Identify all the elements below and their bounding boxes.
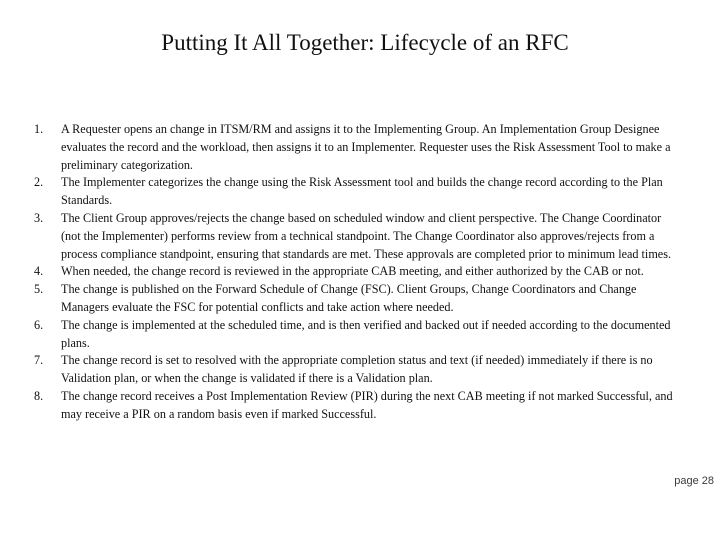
step-text: A Requester opens an change in ITSM/RM and assigns it to the Implementing Group. An Implementation Group Designee evaluates the record and the workload, then assigns it to an Implementer. Requester uses the Risk Assessment Tool to make a preliminary categorization.: [61, 122, 671, 172]
step-item: [34, 388, 674, 424]
step-item: [34, 281, 674, 317]
step-number: 8.: [34, 388, 44, 403]
step-text: The change record is set to resolved with the appropriate completion status and text (if needed) immediately if there is no Validation plan, or when the change is validated if there is a Validation plan.: [61, 353, 653, 386]
step-text: The Implementer categorizes the change using the Risk Assessment tool and builds the change record according to the Plan Standards.: [61, 175, 663, 208]
step-number: 5.: [34, 282, 44, 297]
rfc-lifecycle-steps: [34, 121, 674, 424]
step-number: 4.: [34, 264, 44, 279]
step-text: When needed, the change record is reviewed in the appropriate CAB meeting, and either authorized by the CAB or not.: [61, 264, 644, 279]
step-text: The change is published on the Forward Schedule of Change (FSC). Client Groups, Change Coordinators and Change Managers evaluate the FSC for potential conflicts and take action where needed.: [61, 282, 637, 314]
step-number: 3.: [34, 210, 44, 225]
step-number: 7.: [34, 353, 44, 368]
step-item: [34, 174, 674, 210]
step-item: [34, 121, 674, 174]
step-number: 6.: [34, 317, 44, 332]
step-number: 2.: [34, 175, 44, 190]
step-text: The Client Group approves/rejects the change based on scheduled window and client perspective. The Change Coordinator (not the Implementer) performs review from a technical standpoint. The Change Coordinator also approves/rejects from a process compliance standpoint, ensuring that standards are met. These approvals are completed prior to minimum lead times.: [61, 210, 671, 261]
page-number: page 28: [674, 475, 714, 487]
step-item: [34, 210, 674, 263]
step-item: [34, 263, 674, 281]
slide-title: Putting It All Together: Lifecycle of an RFC: [161, 30, 569, 55]
step-number: 1.: [34, 122, 44, 136]
step-item: [34, 317, 674, 353]
step-item: [34, 352, 674, 388]
step-text: The change record receives a Post Implementation Review (PIR) during the next CAB meeting if not marked Successful, and may receive a PIR on a random basis even if marked Successful.: [61, 388, 673, 421]
step-text: The change is implemented at the scheduled time, and is then verified and backed out if needed according to the documented plans.: [61, 317, 671, 350]
